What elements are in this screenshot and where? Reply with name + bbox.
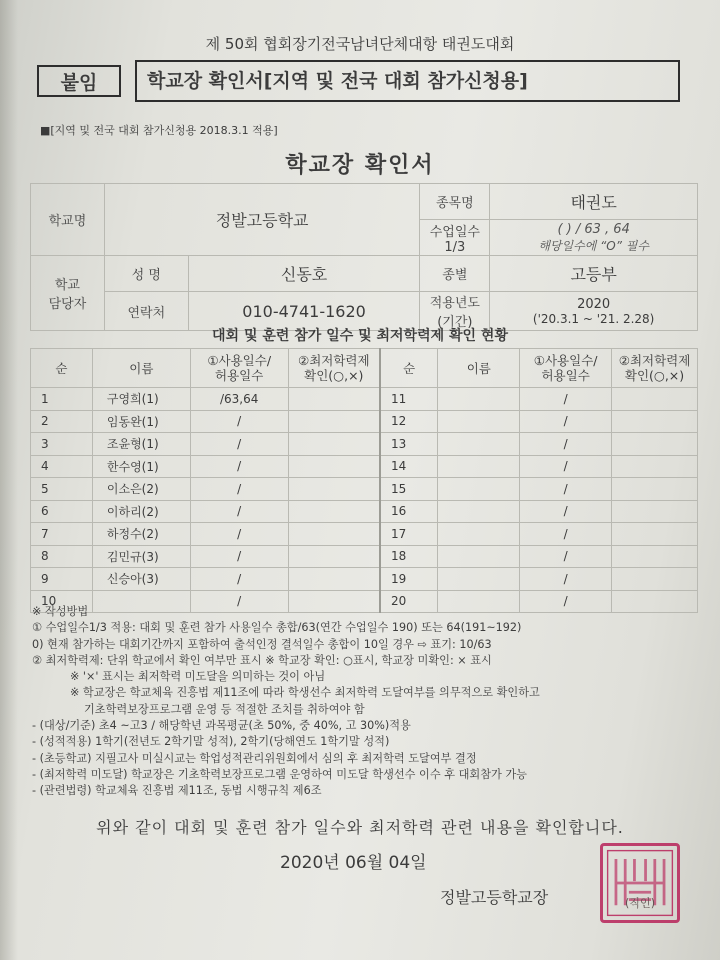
min-academic-check: [612, 388, 698, 411]
seal-graphic: [603, 846, 677, 920]
days-cell: [490, 220, 698, 256]
row-number: 12: [380, 410, 438, 433]
header-name: 이름: [92, 349, 190, 388]
min-academic-check: [612, 545, 698, 568]
student-name: 구영희(1): [92, 388, 190, 411]
row-number: 13: [380, 433, 438, 456]
school-label: 학교명: [31, 184, 105, 256]
min-academic-check: [288, 568, 380, 591]
student-name: 임동완(1): [92, 410, 190, 433]
phone-value: 010-4741-1620: [188, 292, 420, 331]
days-used: /: [520, 500, 612, 523]
header-min: [288, 349, 380, 388]
guide-line: - (초등학교) 지필고사 미실시교는 학업성적관리위원회에서 심의 후 최저학력 도달여부 결정: [32, 751, 477, 765]
days-used: /63,64: [190, 388, 288, 411]
days-used: /: [520, 388, 612, 411]
table-row: [31, 388, 698, 411]
event-value: 태권도: [490, 184, 698, 220]
main-title: 학교장 확인서: [285, 153, 435, 178]
min-academic-check: [288, 410, 380, 433]
row-number: 9: [31, 568, 93, 591]
header-days: [190, 349, 288, 388]
official-seal-stamp: [600, 843, 680, 923]
student-name: 이하리(2): [92, 500, 190, 523]
table-row: [31, 410, 698, 433]
year-value-1: 2020: [577, 296, 611, 312]
header-order-right: 순: [380, 349, 438, 388]
header-days-right: [520, 349, 612, 388]
table-row: [31, 455, 698, 478]
status-header-row: [31, 349, 698, 388]
min-academic-check: [612, 410, 698, 433]
contact-label: [31, 256, 105, 331]
writing-guide: [32, 604, 692, 800]
year-label-line2: (기간): [437, 315, 473, 330]
status-table: [30, 348, 698, 613]
table-row: [31, 545, 698, 568]
competition-title: 제 50회 협회장기전국남녀단체대항 태권도대회: [205, 35, 515, 53]
guide-line: ※ 학교장은 학교체육 진흥법 제11조에 따라 학생선수 최저학력 도달여부를 의무적으로 확인하고: [70, 686, 540, 700]
days-note: 해당일수에 “O” 필수: [538, 238, 649, 253]
row-number: 4: [31, 455, 93, 478]
row-number: 14: [380, 455, 438, 478]
min-academic-check: [612, 433, 698, 456]
phone-label: 연락처: [104, 292, 188, 331]
guide-line: - (관련법령) 학교체육 진흥법 제11조, 동법 시행규칙 제6조: [32, 784, 322, 798]
header-min-right-line1: ②최저학력제: [618, 353, 691, 368]
header-days-right-line2: 허용일수: [541, 368, 590, 383]
guide-line: 기초학력보장프로그램 운영 등 적절한 조치를 취하여야 함: [84, 702, 365, 716]
days-used: /: [190, 478, 288, 501]
days-used: /: [520, 568, 612, 591]
year-value-2: ('20.3.1 ~ '21. 2.28): [532, 311, 655, 326]
contact-label-line1: 학교: [54, 278, 80, 293]
header-name-right: 이름: [438, 349, 520, 388]
min-academic-check: [612, 478, 698, 501]
header-min-line2: 확인(○,×): [304, 368, 364, 383]
days-used: /: [190, 433, 288, 456]
days-used: /: [190, 568, 288, 591]
student-name: [438, 410, 520, 433]
days-used: /: [520, 433, 612, 456]
days-used: /: [190, 523, 288, 546]
student-name: [438, 568, 520, 591]
row-number: 1: [31, 388, 93, 411]
row-number: 10: [31, 590, 93, 613]
days-used: /: [190, 500, 288, 523]
header-order: 순: [31, 349, 93, 388]
guide-line: 0) 현재 참가하는 대회기간까지 포함하여 출석인정 결석일수 총합이 10일 경우 ⇨ 표기: 10/63: [32, 637, 492, 651]
min-academic-check: [612, 523, 698, 546]
row-number: 3: [31, 433, 93, 456]
header-days-line1: ①사용일수/: [207, 353, 272, 368]
min-academic-check: [612, 500, 698, 523]
event-label: 종목명: [420, 184, 490, 220]
min-academic-check: [612, 568, 698, 591]
header-min-right: [612, 349, 698, 388]
document-date: 2020년 06월 04일: [280, 853, 427, 873]
category-label: 종별: [420, 256, 490, 292]
student-name: [438, 478, 520, 501]
table-row: [31, 478, 698, 501]
student-name: [438, 545, 520, 568]
student-name: [438, 433, 520, 456]
student-name: 이소은(2): [92, 478, 190, 501]
days-used: /: [520, 590, 612, 613]
form-note: ■[지역 및 전국 대회 참가신청용 2018.3.1 적용]: [40, 124, 278, 137]
table-row: [31, 500, 698, 523]
days-used: /: [190, 545, 288, 568]
row-number: 7: [31, 523, 93, 546]
days-used: /: [190, 410, 288, 433]
guide-line: - (대상/기준) 초4 ~고3 / 해당학년 과목평균(초 50%, 중 40%, 고 30%)적용: [32, 719, 411, 733]
student-name: 조윤형(1): [92, 433, 190, 456]
days-used: /: [520, 523, 612, 546]
contact-label-line2: 담당자: [48, 297, 87, 312]
attachment-label: 붙임: [37, 65, 121, 97]
days-used: /: [520, 455, 612, 478]
student-name: 김민규(3): [92, 545, 190, 568]
row-number: 5: [31, 478, 93, 501]
student-name: [438, 500, 520, 523]
days-used: /: [520, 410, 612, 433]
min-academic-check: [612, 455, 698, 478]
days-label: [420, 220, 490, 256]
row-number: 17: [380, 523, 438, 546]
row-number: 2: [31, 410, 93, 433]
school-name: 정발고등학교: [104, 184, 420, 256]
category-value: 고등부: [490, 256, 698, 292]
section-title: 대회 및 훈련 참가 일수 및 최저학력제 확인 현황: [212, 328, 508, 344]
student-name: [438, 455, 520, 478]
row-number: 8: [31, 545, 93, 568]
principal-signature: 정발고등학교장: [440, 888, 549, 907]
student-name: 한수영(1): [92, 455, 190, 478]
table-row: [31, 568, 698, 591]
min-academic-check: [288, 478, 380, 501]
days-label-line1: 수업일수: [429, 224, 480, 240]
header-days-line2: 허용일수: [215, 368, 264, 383]
header-min-right-line2: 확인(○,×): [624, 368, 685, 383]
days-used: /: [520, 545, 612, 568]
name-value: 신동호: [188, 256, 420, 292]
min-academic-check: [288, 455, 380, 478]
guide-line: - (최저학력 미도달) 학교장은 기초학력보장프로그램 운영하여 미도달 학생선수 이수 후 대회참가 가능: [32, 767, 527, 781]
table-row: [31, 523, 698, 546]
year-label-line1: 적용년도: [429, 296, 480, 311]
guide-line: - (성적적용) 1학기(전년도 2학기말 성적), 2학기(당해연도 1학기말 성적): [32, 735, 390, 749]
min-academic-check: [288, 500, 380, 523]
info-table: [30, 183, 698, 331]
min-academic-check: [288, 388, 380, 411]
days-used: /: [190, 455, 288, 478]
row-number: 6: [31, 500, 93, 523]
min-academic-check: [288, 433, 380, 456]
student-name: [438, 388, 520, 411]
header-title: 학교장 확인서[지역 및 전국 대회 참가신청용]: [135, 60, 680, 102]
seal-label: (직인): [624, 897, 656, 911]
min-academic-check: [288, 523, 380, 546]
name-label: 성 명: [104, 256, 188, 292]
row-number: 20: [380, 590, 438, 613]
student-name: [438, 523, 520, 546]
row-number: 16: [380, 500, 438, 523]
days-label-line2: 1/3: [444, 239, 466, 255]
guide-title: ※ 작성방법: [32, 605, 89, 618]
days-used: /: [190, 590, 288, 613]
row-number: 18: [380, 545, 438, 568]
student-name: 신승아(3): [92, 568, 190, 591]
header-days-right-line1: ①사용일수/: [533, 353, 598, 368]
table-row: [31, 433, 698, 456]
guide-line: ※ '×' 표시는 최저학력 미도달을 의미하는 것이 아님: [70, 670, 326, 684]
header-min-line1: ②최저학력제: [297, 353, 370, 368]
guide-line: ① 수업일수1/3 적용: 대회 및 훈련 참가 사용일수 총합/63(연간 수업일수 190) 또는 64(191~192): [32, 621, 522, 635]
student-name: 하정수(2): [92, 523, 190, 546]
confirm-statement: 위와 같이 대회 및 훈련 참가 일수와 최저학력 관련 내용을 확인합니다.: [96, 818, 624, 837]
days-value: ( ) / 63 , 64: [557, 221, 630, 237]
days-used: /: [520, 478, 612, 501]
row-number: 19: [380, 568, 438, 591]
row-number: 15: [380, 478, 438, 501]
guide-line: ② 최저학력제: 단위 학교에서 확인 여부만 표시 ※ 학교장 확인: ○표시, 학교장 미확인: × 표시: [32, 653, 492, 667]
min-academic-check: [288, 545, 380, 568]
row-number: 11: [380, 388, 438, 411]
